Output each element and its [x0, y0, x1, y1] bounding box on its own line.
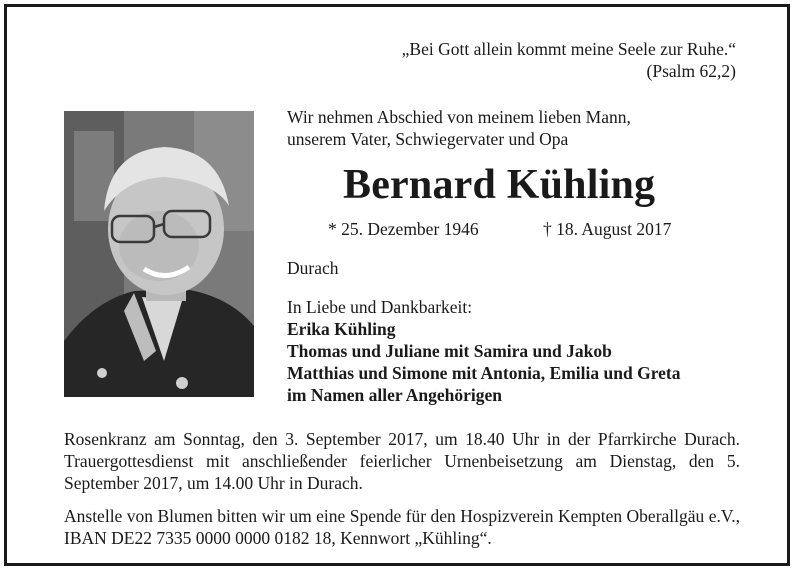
intro-line-1: Wir nehmen Abschied von meinem lieben Mann,: [287, 107, 631, 127]
portrait-photo: [64, 111, 254, 397]
quote-source: (Psalm 62,2): [646, 61, 736, 81]
mourner-name: im Namen aller Angehörigen: [287, 385, 503, 405]
mourner-name: Matthias und Simone mit Antonia, Emilia und Greta: [287, 363, 681, 383]
service-details: Rosenkranz am Sonntag, den 3. September 2017, um 18.40 Uhr in der Pfarrkirche Durach. Trauergottesdienst mit anschließender feierlicher Urnenbeisetzung am Dienstag, den 5. September 2017, um 14.00 Uhr in Durach.: [64, 429, 740, 493]
donation-request: Anstelle von Blumen bitten wir um eine Spende für den Hospizverein Kempten Oberallgäu e.V., IBAN DE22 7335 0000 0000 0182 18, Kennwort „Kühling“.: [64, 506, 740, 548]
intro-line-2: unserem Vater, Schwiegervater und Opa: [287, 129, 569, 149]
psalm-quote: [402, 38, 736, 82]
mourner-name: Erika Kühling: [287, 319, 396, 339]
mourners-heading: In Liebe und Dankbarkeit:: [287, 297, 473, 317]
place-of-residence: Durach: [287, 258, 339, 278]
death-date: † 18. August 2017: [543, 219, 672, 239]
quote-text: „Bei Gott allein kommt meine Seele zur Ruhe.“: [401, 39, 736, 59]
intro-text: [287, 106, 631, 150]
birth-date: * 25. Dezember 1946: [328, 219, 479, 239]
deceased-name: Bernard Kühling: [343, 162, 656, 208]
mourner-name: Thomas und Juliane mit Samira und Jakob: [287, 341, 612, 361]
mourners-block: [287, 296, 681, 406]
